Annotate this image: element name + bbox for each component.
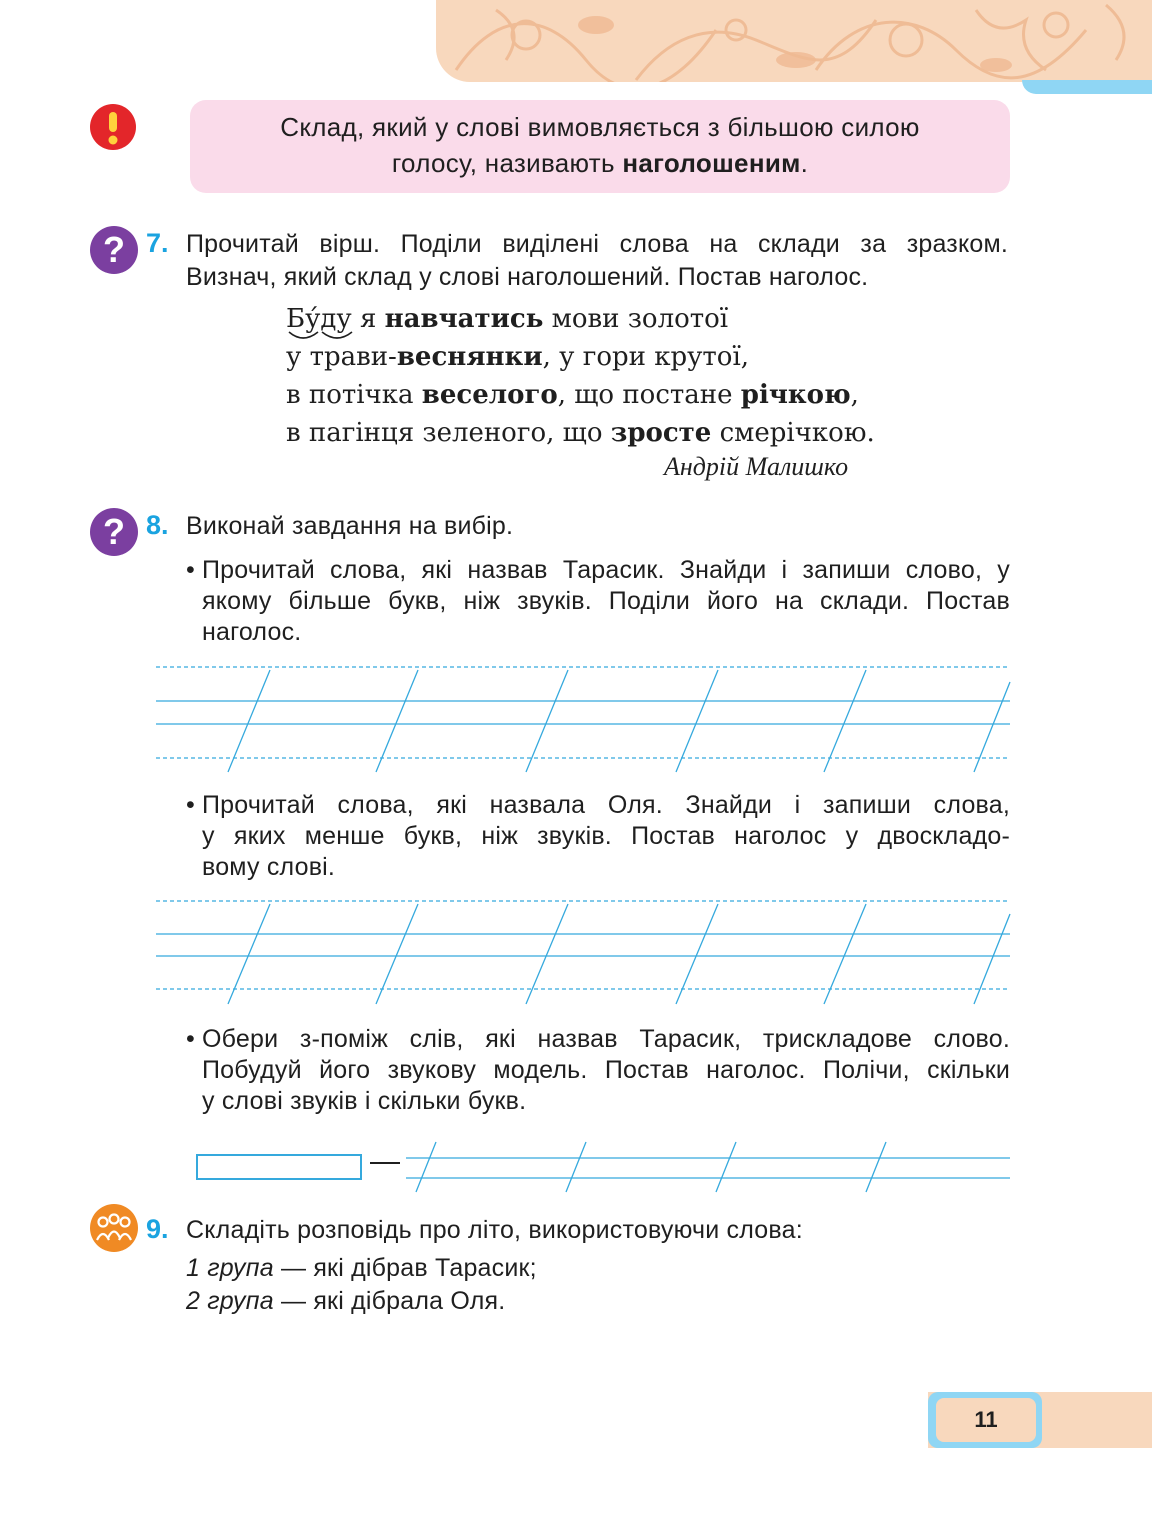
task-8-title: Виконай завдання на вибір. xyxy=(186,512,514,540)
header-ornament xyxy=(436,0,1152,82)
poem-sample-text: Бу́ду xyxy=(286,304,352,334)
poem-bold-word: веснянки xyxy=(396,342,543,372)
option-3-line-1: Обери з-поміж слів, які назвав Тарасик, трискладове слово. xyxy=(202,1025,1010,1053)
group-work-icon xyxy=(90,1204,138,1252)
poem-bold-word: річкою xyxy=(740,380,851,410)
poem-text: в пагінця зеленого, що xyxy=(286,418,611,448)
poem-bold-word: веселого xyxy=(421,380,558,410)
poem-text: мови золотої xyxy=(543,304,729,334)
option-3-line-3: у слові звуків і скільки букв. xyxy=(202,1087,527,1115)
task-9-title: Складіть розповідь про літо, використовуючи слова: xyxy=(186,1216,803,1244)
poem-line-1 xyxy=(286,300,875,338)
poem-sample-word xyxy=(286,300,352,338)
group-1-text: — які дібрав Тарасик; xyxy=(273,1254,537,1282)
svg-text:?: ? xyxy=(103,511,125,552)
task-9-group-1 xyxy=(186,1252,537,1284)
option-2-line-2: у яких менше букв, ніж звуків. Постав наголос у двоскладо- xyxy=(202,822,1010,850)
writing-lines-3[interactable] xyxy=(406,1140,1012,1196)
ornament-pattern-icon xyxy=(436,0,1152,82)
question-icon xyxy=(90,508,138,556)
option-2-line-1: Прочитай слова, які назвала Оля. Знайди і запиши слова, xyxy=(202,791,1010,819)
dash xyxy=(370,1162,400,1164)
rule-term: наголошеним xyxy=(622,148,801,178)
poem-text: смерічкою. xyxy=(711,418,875,448)
task-8-option-3 xyxy=(186,1024,1010,1117)
group-1-label: 1 група xyxy=(186,1254,274,1282)
poem-line-3 xyxy=(286,376,875,414)
sound-model-box[interactable] xyxy=(196,1154,362,1180)
poem-text: , xyxy=(850,380,859,410)
group-2-label: 2 група xyxy=(186,1287,274,1315)
question-icon xyxy=(90,226,138,274)
option-1-line-1: Прочитай слова, які назвав Тарасик. Знайди і запиши слово, у xyxy=(202,556,1010,584)
task-9-number: 9. xyxy=(146,1214,169,1244)
poem-bold-word: навчатись xyxy=(384,304,544,334)
task-7-number: 7. xyxy=(146,228,169,258)
rule-text-end: . xyxy=(800,148,809,178)
page-number: 11 xyxy=(936,1398,1036,1442)
writing-lines-1[interactable] xyxy=(156,664,1012,774)
poem-text: у трави- xyxy=(286,342,397,372)
rule-text: голосу, називають xyxy=(391,148,623,178)
task-7-line-2: Визнач, який склад у слові наголошений. Постав наголос. xyxy=(186,263,869,291)
rule-box xyxy=(190,100,1010,193)
exclamation-icon xyxy=(90,104,136,150)
task-8-option-2 xyxy=(186,790,1010,883)
header-blue-tab xyxy=(1022,80,1152,94)
option-1-line-2: якому більше букв, ніж звуків. Поділи його на склади. Постав xyxy=(202,587,1010,615)
rule-line-2 xyxy=(190,145,1010,181)
bullet: • xyxy=(186,791,195,819)
task-8-option-1 xyxy=(186,555,1010,648)
poem-text: , що постане xyxy=(557,380,741,410)
svg-text:?: ? xyxy=(103,229,125,270)
poem xyxy=(286,300,875,452)
option-1-line-3: наголос. xyxy=(202,618,302,646)
poem-author: Андрій Малишко xyxy=(664,452,849,481)
option-3-line-2: Побудуй його звукову модель. Постав наголос. Полічи, скільки xyxy=(202,1056,1010,1084)
poem-text: в потічка xyxy=(286,380,422,410)
poem-bold-word: зросте xyxy=(610,418,712,448)
poem-line-4 xyxy=(286,414,875,452)
writing-lines-2[interactable] xyxy=(156,898,1012,1008)
task-8-number: 8. xyxy=(146,510,169,540)
poem-text: я xyxy=(351,304,385,334)
task-9-group-2 xyxy=(186,1285,505,1317)
bullet: • xyxy=(186,1025,195,1053)
bullet: • xyxy=(186,556,195,584)
rule-line-1: Склад, який у слові вимовляється з більшою силою xyxy=(280,112,920,142)
group-2-text: — які дібрала Оля. xyxy=(273,1287,506,1315)
poem-line-2 xyxy=(286,338,875,376)
syllable-arcs-icon xyxy=(286,330,356,344)
poem-text: , у гори крутої, xyxy=(542,342,750,372)
task-7-line-1: Прочитай вірш. Поділи виділені слова на склади за зразком. xyxy=(186,230,1008,258)
option-2-line-3: вому слові. xyxy=(202,853,336,881)
